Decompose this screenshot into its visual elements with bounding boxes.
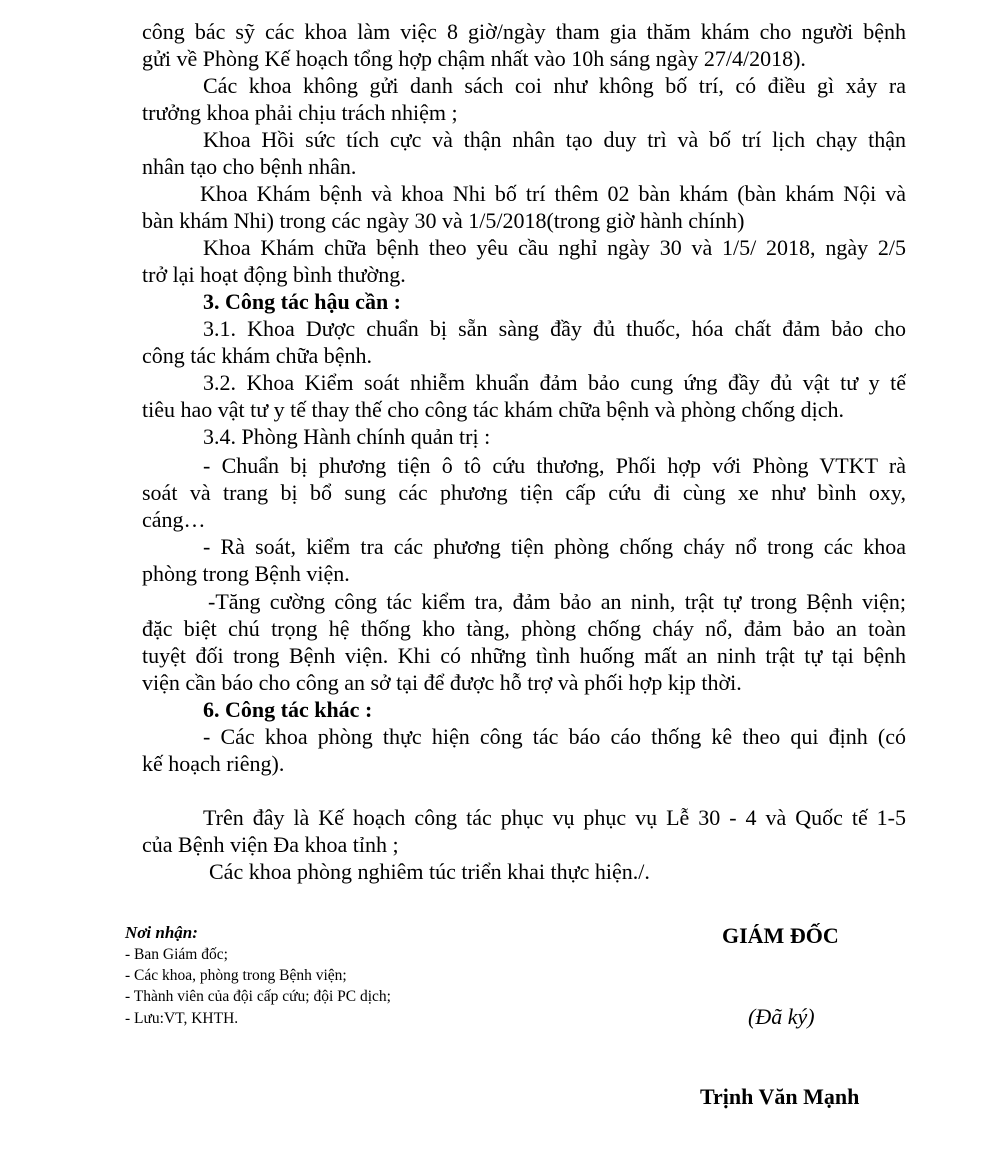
- body-line: tiêu hao vật tư y tế thay thế cho công tác khám chữa bệnh và phòng chống dịch.: [142, 397, 844, 422]
- body-line: - Chuẩn bị phương tiện ô tô cứu thương, Phối hợp với Phòng VTKT rà: [203, 453, 906, 478]
- body-line: - Các khoa phòng thực hiện công tác báo cáo thống kê theo qui định (có: [203, 724, 906, 749]
- body-line: của Bệnh viện Đa khoa tỉnh ;: [142, 832, 399, 857]
- body-line: Các khoa phòng nghiêm túc triển khai thực hiện./.: [209, 859, 650, 884]
- body-line: gửi về Phòng Kế hoạch tổng hợp chậm nhất vào 10h sáng ngày 27/4/2018).: [142, 46, 806, 71]
- signature-title: GIÁM ĐỐC: [722, 923, 839, 948]
- body-line: Trên đây là Kế hoạch công tác phục vụ phục vụ Lễ 30 - 4 và Quốc tế 1-5: [203, 805, 906, 830]
- body-line: -Tăng cường công tác kiểm tra, đảm bảo an ninh, trật tự trong Bệnh viện;: [208, 589, 906, 614]
- body-line: - Rà soát, kiểm tra các phương tiện phòng chống cháy nổ trong các khoa: [203, 534, 906, 559]
- body-line: Khoa Hồi sức tích cực và thận nhân tạo duy trì và bố trí lịch chạy thận: [203, 127, 906, 152]
- body-line: 3.4. Phòng Hành chính quản trị :: [203, 424, 491, 449]
- recipient-item: - Lưu:VT, KHTH.: [125, 1010, 239, 1027]
- body-line: nhân tạo cho bệnh nhân.: [142, 154, 357, 179]
- signature-status: (Đã ký): [748, 1004, 815, 1029]
- body-line: 3.2. Khoa Kiểm soát nhiễm khuẩn đảm bảo cung ứng đầy đủ vật tư y tế: [203, 370, 906, 395]
- body-line: viện cần báo cho công an sở tại để được hỗ trợ và phối hợp kịp thời.: [142, 670, 742, 695]
- body-line: tuyệt đối trong Bệnh viện. Khi có những tình huống mất an ninh trật tự tại bệnh: [142, 643, 906, 668]
- body-line: 3.1. Khoa Dược chuẩn bị sẵn sàng đầy đủ thuốc, hóa chất đảm bảo cho: [203, 316, 906, 341]
- body-line: Khoa Khám bệnh và khoa Nhi bố trí thêm 02 bàn khám (bàn khám Nội và: [200, 181, 906, 206]
- body-line: trở lại hoạt động bình thường.: [142, 262, 406, 287]
- body-line: phòng trong Bệnh viện.: [142, 561, 350, 586]
- body-line: công tác khám chữa bệnh.: [142, 343, 373, 368]
- signer-name: Trịnh Văn Mạnh: [700, 1084, 860, 1109]
- body-line: cáng…: [142, 507, 206, 532]
- body-line: soát và trang bị bổ sung các phương tiện cấp cứu đi cùng xe như bình oxy,: [142, 480, 906, 505]
- body-line: trưởng khoa phải chịu trách nhiệm ;: [142, 100, 458, 125]
- body-line: đặc biệt chú trọng hệ thống kho tàng, phòng chống cháy nổ, đảm bảo an toàn: [142, 616, 906, 641]
- body-line: Khoa Khám chữa bệnh theo yêu cầu nghỉ ngày 30 và 1/5/ 2018, ngày 2/5: [203, 235, 906, 260]
- recipient-item: - Các khoa, phòng trong Bệnh viện;: [125, 967, 347, 984]
- section-heading: 3. Công tác hậu cần :: [203, 289, 402, 314]
- body-line: bàn khám Nhi) trong các ngày 30 và 1/5/2018(trong giờ hành chính): [142, 208, 745, 233]
- recipient-item: - Thành viên của đội cấp cứu; đội PC dịch;: [125, 988, 391, 1005]
- body-line: Các khoa không gửi danh sách coi như không bố trí, có điều gì xảy ra: [203, 73, 906, 98]
- body-line: công bác sỹ các khoa làm việc 8 giờ/ngày tham gia thăm khám cho người bệnh: [142, 19, 906, 44]
- body-line: kế hoạch riêng).: [142, 751, 285, 776]
- recipients-heading: Nơi nhận:: [125, 923, 198, 942]
- section-heading: 6. Công tác khác :: [203, 697, 373, 722]
- recipient-item: - Ban Giám đốc;: [125, 946, 228, 963]
